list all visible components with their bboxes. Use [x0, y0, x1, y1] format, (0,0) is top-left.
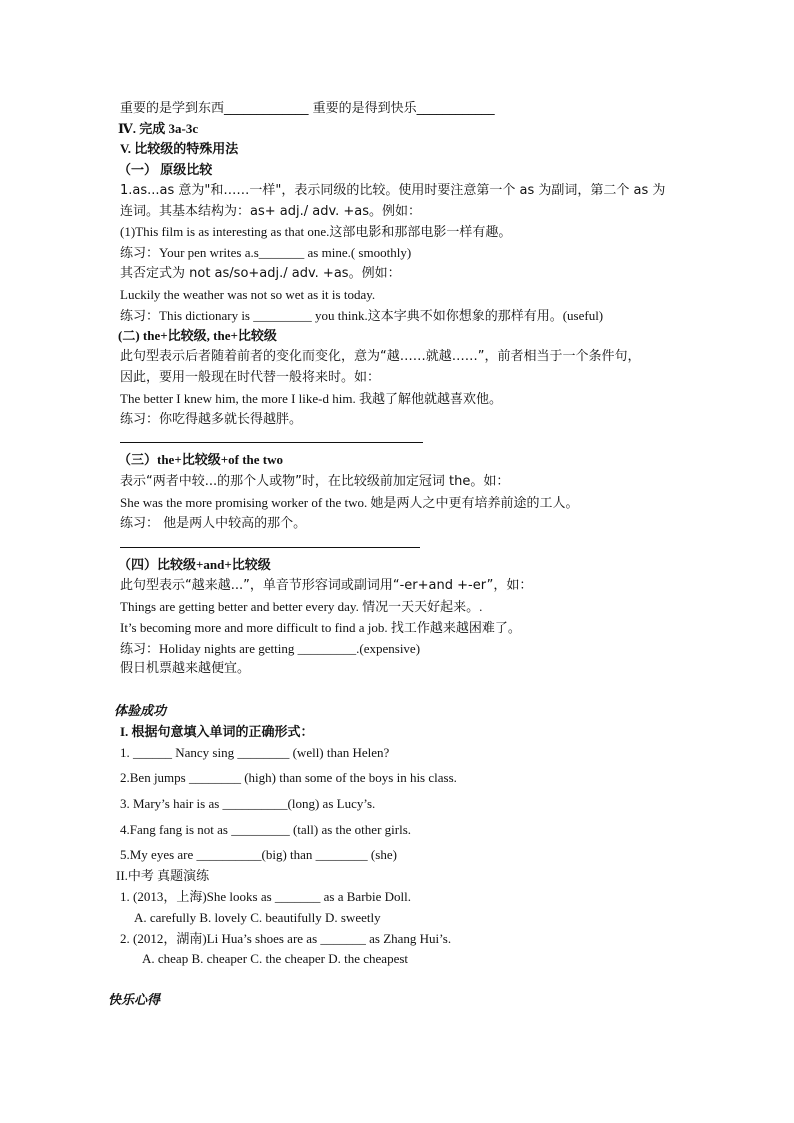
line-5: 1.as...as 意为"和……一样"，表示同级的比较。使用时要注意第一个 as 为副词，第二个 as 为 [120, 183, 666, 198]
line-16: 练习：你吃得越多就长得越胖。 [120, 412, 303, 427]
answer-line [120, 547, 420, 548]
line-8: 练习：Your pen writes a.s_______ as mine.( smoothly) [120, 245, 412, 260]
answer-line [120, 442, 423, 443]
line-7: (1)This film is as interesting as that one.这部电影和那部电影一样有趣。 [120, 224, 512, 239]
section-title-reflection: 快乐心得 [108, 993, 161, 1008]
line-15: The better I knew him, the more I like-d him. 我越了解他就越喜欢他。 [120, 391, 502, 406]
line-11: 练习：This dictionary is _________ you think.这本字典不如你想象的那样有用。(useful) [120, 308, 604, 323]
subsection-1-heading: （一） 原级比较 [118, 162, 213, 177]
exam-question-2: 2. (2012，湖南)Li Hua’s shoes are as _______ as Zhang Hui’s. [120, 931, 452, 946]
line-14: 因此，要用一般现在时代替一般将来时。如： [120, 370, 381, 385]
section-5-heading: V. 比较级的特殊用法 [120, 141, 239, 156]
section-title-success: 体验成功 [114, 704, 167, 719]
line-26: 假日机票越来越便宜。 [120, 661, 251, 676]
exercise-1-item-2: 2.Ben jumps ________ (high) than some of the boys in his class. [120, 770, 457, 785]
subsection-2-heading: (二) the+比较级, the+比较级 [118, 328, 277, 343]
subsection-4-heading: （四）比较级+and+比较级 [118, 557, 271, 572]
line-13: 此句型表示后者随着前者的变化而变化，意为“越……就越……”，前者相当于一个条件句， [120, 349, 641, 364]
exercise-2-heading: II.中考 真题演练 [116, 868, 210, 883]
exercise-1-item-1: 1. ______ Nancy sing ________ (well) than Helen? [120, 745, 390, 760]
line-10: Luckily the weather was not so wet as it is today. [120, 287, 376, 302]
line-19: She was the more promising worker of the two. 她是两人之中更有培养前途的工人。 [120, 495, 579, 510]
line-25: 练习：Holiday nights are getting _________.(expensive) [120, 641, 421, 656]
line-23: Things are getting better and better every day. 情况一天天好起来。. [120, 599, 483, 614]
exercise-1-item-3: 3. Mary’s hair is as __________(long) as Lucy’s. [120, 796, 376, 811]
line-24: It’s becoming more and more difficult to find a job. 找工作越来越困难了。 [120, 620, 521, 635]
line-6: 连词。其基本结构为：as+ adj./ adv. +as。例如： [120, 204, 422, 219]
line-20: 练习： 他是两人中较高的那个。 [120, 516, 307, 531]
line-9: 其否定式为 not as/so+adj./ adv. +as。例如： [120, 266, 401, 281]
exercise-1-item-5: 5.My eyes are __________(big) than ________ (she) [120, 847, 397, 862]
exam-question-2-options: A. cheap B. cheaper C. the cheaper D. the cheapest [142, 951, 409, 966]
line-18: 表示“两者中较...的那个人或物”时，在比较级前加定冠词 the。如： [120, 474, 510, 489]
exercise-1-item-4: 4.Fang fang is not as _________ (tall) as the other girls. [120, 822, 412, 837]
exam-question-1: 1. (2013，上海)She looks as _______ as a Barbie Doll. [120, 889, 412, 904]
line-22: 此句型表示“越来越...”，单音节形容词或副词用“-er+and +-er”，如： [120, 578, 533, 593]
subsection-3-heading: （三）the+比较级+of the two [118, 452, 284, 467]
line-1: 重要的是学到东西_____________ 重要的是得到快乐____________ [120, 101, 495, 116]
exercise-1-heading: I. 根据句意填入单词的正确形式： [120, 724, 314, 739]
section-4-heading: Ⅳ. 完成 3a-3c [118, 121, 199, 136]
exam-question-1-options: A. carefully B. lovely C. beautifully D. sweetly [134, 910, 381, 925]
